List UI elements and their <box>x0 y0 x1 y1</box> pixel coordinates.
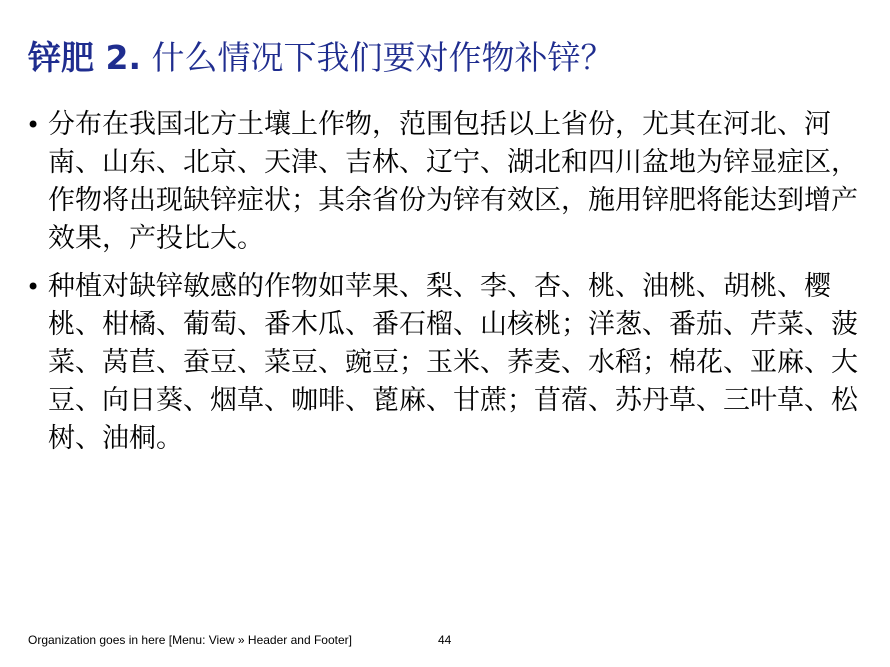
bullet-list <box>22 106 872 468</box>
slide-title-bold: 锌肥 2. <box>28 38 141 77</box>
footer-organization: Organization goes in here [Menu: View » Header and Footer] <box>28 633 352 647</box>
bullet-item <box>22 106 872 258</box>
bullet-text: 分布在我国北方土壤上作物，范围包括以上省份，尤其在河北、河南、山东、北京、天津、吉林、辽宁、湖北和四川盆地为锌显症区，作物将出现缺锌症状；其余省份为锌有效区，施用锌肥将能达到增产效果，产投比大。 <box>48 109 858 254</box>
bullet-marker: • <box>26 273 41 301</box>
bullet-marker: • <box>26 111 41 139</box>
bullet-item <box>22 268 872 458</box>
slide-title <box>28 36 868 80</box>
slide-title-rest: 什么情况下我们要对作物补锌？ <box>141 38 614 77</box>
bullet-text: 种植对缺锌敏感的作物如苹果、梨、李、杏、桃、油桃、胡桃、樱桃、柑橘、葡萄、番木瓜、番石榴、山核桃；洋葱、番茄、芹菜、菠菜、莴苣、蚕豆、菜豆、豌豆；玉米、荞麦、水稻；棉花、亚麻、大豆、向日葵、烟草、咖啡、蓖麻、甘蔗；苜蓿、苏丹草、三叶草、松树、油桐。 <box>48 271 858 454</box>
footer-page-number: 44 <box>438 633 452 647</box>
